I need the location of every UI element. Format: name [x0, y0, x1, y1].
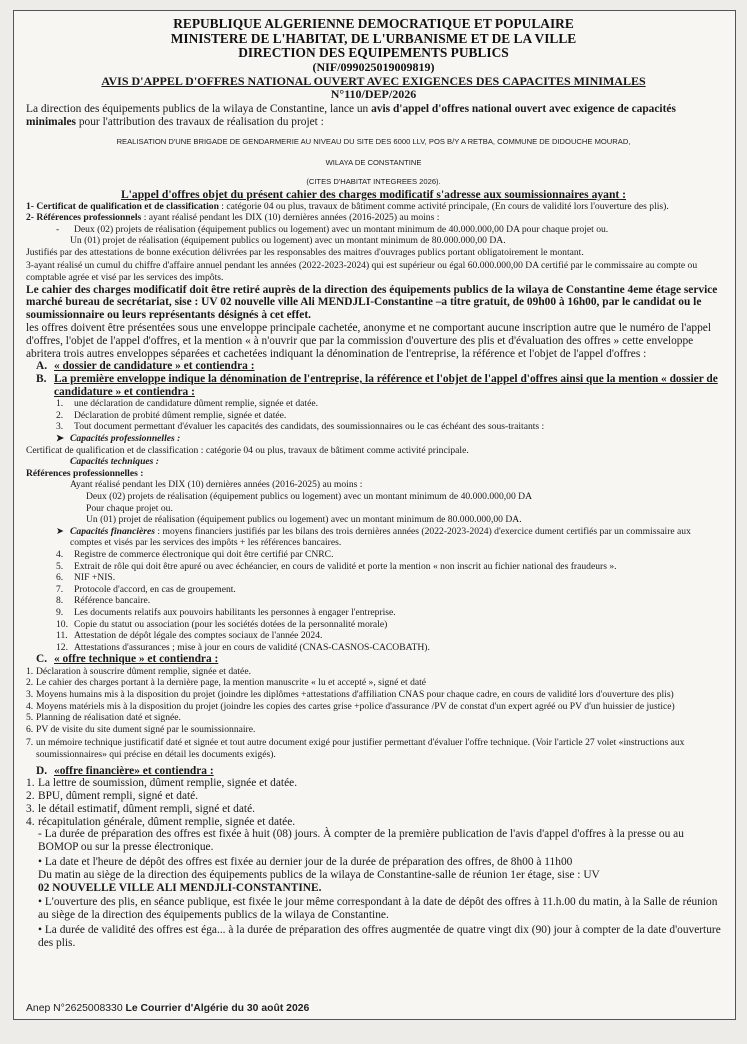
req-2-a-dash: -	[56, 223, 60, 235]
list-item	[56, 398, 721, 410]
closing-date: • La date et l'heure de dépôt des offres est fixée au dernier jour de la durée de préparation des offres, de 8h00 à 11h00	[38, 856, 573, 868]
section-c-list	[26, 666, 721, 761]
req-2	[26, 212, 721, 224]
section-d-heading	[26, 765, 721, 778]
list-item	[56, 572, 721, 584]
list-item-text: Attestation de dépôt légale des comptes sociaux de l'année 2024.	[74, 630, 323, 642]
section-b-title: La première enveloppe indique la dénomination de l'entreprise, la référence et l'objet de l'appel d'offres ainsi que la mention « dossier de candidature » et contiendra :	[54, 373, 718, 398]
avis-number: N°110/DEP/2026	[330, 86, 417, 101]
section-b-heading	[26, 373, 721, 398]
intro-text-a: La direction des équipements publics de la wilaya de Constantine, lance un	[26, 102, 372, 115]
cap-pro-text: Certificat de qualification et de classification : catégorie 04 ou plus, travaux de bâtiment comme activité principale.	[26, 444, 469, 456]
list-item-number: 6.	[56, 572, 64, 584]
list-item-text: Les documents relatifs aux pouvoirs habilitants les personnes à engager l'entreprise.	[74, 606, 396, 618]
req-1	[26, 201, 721, 213]
list-item	[26, 790, 721, 803]
list-item-number: 1.	[26, 665, 34, 677]
req-2-rest: : ayant réalisé pendant les DIX (10) dernières années (2016-2025) au moins :	[141, 212, 440, 224]
ref-pro-1: Ayant réalisé pendant les DIX (10) dernières années (2016-2025) au moins :	[70, 479, 363, 491]
cap-tech-heading	[26, 456, 721, 468]
header-direction: DIRECTION DES EQUIPEMENTS PUBLICS	[238, 45, 509, 60]
list-item-text: Déclaration à souscrire dûment remplie, signée et datée.	[36, 665, 251, 677]
intro-text-b: avis d'appel d'offres national ouvert avec exigence de capacités minimales	[26, 102, 676, 128]
closing-ouverture: • L'ouverture des plis, en séance publique, est fixée le jour même correspondant à la date de dépôt des offres à 11.h.00 du matin, à la Salle de réunion au siège de la direction des équipements publics de la wilaya de Constantine.	[38, 896, 718, 922]
closing-validite: • La durée de validité des offres est éga... à la durée de préparation des offres augmentée de quatre vingt dix (90) jour à compter de la date d'ouverture des plis.	[38, 923, 721, 949]
list-item	[26, 777, 721, 790]
section-c-letter: C.	[36, 653, 48, 666]
list-item-number: 4.	[26, 815, 35, 828]
offres-paragraph: les offres doivent être présentées sous une enveloppe principale cachetée, anonyme et ne comportant aucune inscription autre que le numéro de l'appel d'offres, l'objet de l'appel d'offres, et la mention « à n'ouvrir que par la commission d'ouverture des plis et d'évaluation des offres » cette enveloppe abritera trois autres enveloppes séparées et cachetées indiquant la dénomination de l'entreprise, la référence et l'objet de l'appel d'offres :	[26, 322, 712, 360]
list-item	[56, 607, 721, 619]
list-item-text: récapitulation générale, dûment remplie, signée et datée.	[38, 815, 296, 828]
section-a-title: « dossier de candidature » et contiendra :	[54, 360, 255, 373]
cap-fin-label: Capacités financières	[70, 525, 156, 537]
list-item	[56, 595, 721, 607]
list-item-number: 3.	[26, 802, 35, 815]
list-item-text: Protocole d'accord, en cas de groupement.	[74, 583, 236, 595]
list-item-text: une déclaration de candidature dûment remplie, signée et datée.	[74, 398, 318, 410]
req-1-rest: : catégorie 04 ou plus, travaux de bâtiment comme activité principale, (En cours de validité lors l'ouverture des plis).	[218, 200, 669, 212]
arrow-bullet-icon: ➤	[56, 433, 65, 444]
list-item-text: BPU, dûment rempli, signé et daté.	[38, 790, 199, 803]
header-republic: REPUBLIQUE ALGERIENNE DEMOCRATIQUE ET POPULAIRE	[173, 16, 574, 31]
project-cites: (CITES D'HABITAT INTEGREES 2026).	[306, 176, 441, 186]
list-item-text: Le cahier des charges portant à la dernière page, la mention manuscrite « lu et accepté », signé et daté	[36, 677, 427, 689]
cahier-paragraph: Le cahier des charges modificatif doit être retiré auprès de la direction des équipements publics de la wilaya de Constantine 4eme étage service marché bureau de secrétariat, sise : UV 02 nouvelle ville Ali MENDJLI-Constantine –a titre gratuit, de 09h00 à 16h00, par le candidat ou le soumissionnaire ou leurs représentants désignés à cet effet.	[26, 283, 718, 322]
list-item-text: Moyens matériels mis à la disposition du projet (joindre les copies des cartes grise +police d'assurance /PV de constat d'un expert agréé ou PV d'un huissier de justice)	[36, 700, 675, 712]
list-item	[56, 549, 721, 561]
list-item-number: 1.	[56, 398, 64, 410]
list-item-text: Référence bancaire.	[74, 595, 151, 607]
section-d-letter: D.	[36, 764, 48, 777]
list-item-text: Copie du statut ou association (pour les sociétés dotées de la personnalité morale)	[74, 618, 388, 630]
list-item-text: Planning de réalisation daté et signée.	[36, 712, 181, 724]
ref-pro-3: Pour chaque projet ou.	[86, 502, 173, 514]
footer-anep-number: Anep N°2625008330	[26, 1003, 123, 1015]
list-item	[26, 737, 721, 760]
list-item	[26, 816, 721, 829]
list-item	[26, 712, 721, 724]
cap-pro-heading	[26, 433, 721, 445]
section-d-list	[26, 777, 721, 828]
arrow-bullet-icon: ➤	[56, 525, 65, 537]
closing-date-3: 02 NOUVELLE VILLE ALI MENDJLI-CONSTANTINE.	[38, 881, 322, 894]
avis-title: AVIS D'APPEL D'OFFRES NATIONAL OUVERT AVEC EXIGENCES DES CAPACITES MINIMALES	[101, 73, 646, 88]
list-item	[56, 410, 721, 422]
section-c-title: « offre technique » et contiendra :	[54, 653, 219, 666]
closing-block	[26, 828, 721, 949]
req-3: 3-ayant réalisé un cumul du chiffre d'affaire annuel pendant les années (2022-2023-2024) qui est supérieur ou égal 60.000.000,00 DA certifié par le commissaire au compte ou comptable agrée et visé par les services des impôts.	[26, 260, 698, 284]
section-b-letter: B.	[36, 373, 47, 386]
list-item-text: La lettre de soumission, dûment remplie, signée et datée.	[38, 777, 298, 790]
ref-pro-4: Un (01) projet de réalisation (équipement publics ou logement) avec un montant minimum de 80.000.000,00 DA.	[86, 514, 522, 526]
list-item-number: 4.	[26, 700, 34, 712]
list-item-number: 5.	[56, 560, 64, 572]
list-item-number: 1.	[26, 777, 35, 790]
req-2-just: Justifiés par des attestations de bonne exécution délivrées par les responsables des maitres d'ouvrages publics portant obligatoirement le montant.	[26, 246, 584, 258]
project-line-1: REALISATION D'UNE BRIGADE DE GENDARMERIE AU NIVEAU DU SITE DES 6000 LLV, POS B/Y A RETBA, COMMUNE DE DIDOUCHE MOURAD,	[116, 136, 631, 146]
req-1-head: 1- Certificat de qualification et de classification	[26, 200, 219, 212]
list-item-number: 11.	[56, 630, 68, 642]
list-item-number: 5.	[26, 712, 34, 724]
list-item-text: Moyens humains mis à la disposition du projet (joindre les diplômes +attestations d'affiliation CNAS pour chaque cadre, en cours de validité lors d'ouverture des plis)	[36, 689, 674, 701]
list-item	[26, 701, 721, 713]
list-item	[26, 803, 721, 816]
list-item-number: 4.	[56, 548, 64, 560]
section-d-title: «offre financière» et contiendra :	[54, 764, 214, 777]
list-item-text: Tout document permettant d'évaluer les capacités des candidats, des soumissionnaires ou le cas échéant des sous-traitants :	[74, 421, 545, 433]
list-item-number: 2.	[26, 677, 34, 689]
cap-tech-label: Capacités techniques :	[70, 456, 160, 468]
list-item	[56, 630, 721, 642]
req-2-head: 2- Références professionnels	[26, 212, 142, 224]
list-item-text: Registre de commerce électronique qui doit être certifié par CNRC.	[74, 548, 334, 560]
list-item-number: 9.	[56, 606, 64, 618]
list-item-number: 6.	[26, 723, 34, 735]
list-item	[56, 642, 721, 654]
list-item	[26, 724, 721, 736]
req-2-b: Un (01) projet de réalisation (équipement publics ou logement) avec un montant minimum de 80.000.000,00 DA.	[70, 235, 506, 247]
list-item	[56, 421, 721, 433]
list-item-number: 12.	[56, 641, 68, 653]
intro-text-c: pour l'attribution des travaux de réalisation du projet :	[76, 115, 324, 128]
list-item-number: 3.	[56, 421, 64, 433]
footer-journal: Le Courrier d'Algérie du 30 août 2026	[125, 1003, 310, 1015]
list-item	[26, 677, 721, 689]
footer-anep	[26, 1003, 309, 1015]
header-nif: (NIF/099025019009819)	[312, 59, 435, 74]
list-item	[26, 666, 721, 678]
project-block	[26, 137, 721, 168]
cap-fin	[26, 526, 721, 549]
list-item-text: Attestations d'assurances ; mise à jour en cours de validité (CNAS-CASNOS-CACOBATH).	[74, 641, 430, 653]
list-item-number: 7.	[26, 737, 34, 749]
list-item-number: 2.	[56, 409, 64, 421]
list-item	[56, 561, 721, 573]
section-a-heading	[26, 360, 721, 373]
closing-duree: - La durée de préparation des offres est fixée à huit (08) jours. À compter de la première publication de l'avis d'appel d'offres à la presse ou au BOMOP ou sur la presse électronique.	[38, 828, 684, 854]
list-item-number: 7.	[56, 583, 64, 595]
list-item-number: 2.	[26, 790, 35, 803]
project-line-2: WILAYA DE CONSTANTINE	[325, 157, 422, 167]
section-c-heading	[26, 653, 721, 666]
section-title: L'appel d'offres objet du présent cahier des charges modificatif s'adresse aux soumissionnaires ayant :	[120, 187, 627, 201]
list-item-number: 8.	[56, 595, 64, 607]
list-item-text: PV de visite du site dument signé par le soumissionnaire.	[36, 723, 256, 735]
cap-fin-text: : moyens financiers justifiés par les bilans des trois dernières années (2022-2023-2024) d'exercice dument certifiés par un commissaire aux comptes et visés par les services des impôts + les références bancaires.	[70, 525, 691, 549]
list-item-number: 10.	[56, 618, 68, 630]
list-item	[56, 584, 721, 596]
list-item-text: le détail estimatif, dûment rempli, signé et daté.	[38, 802, 255, 815]
list-item-text: NIF +NIS.	[74, 572, 116, 584]
list-item	[26, 689, 721, 701]
section-a-letter: A.	[36, 360, 48, 373]
closing-date-2: Du matin au siège de la direction des équipements publics de la wilaya de Constantine-salle de réunion 1er étage, sise : UV	[38, 868, 600, 881]
req-2-a-text: Deux (02) projets de réalisation (équipement publics ou logement) avec un montant minimum de 40.000.000,00 DA pour chaque projet ou.	[74, 223, 609, 235]
document-page	[13, 10, 736, 1020]
list-item-number: 3.	[26, 689, 34, 701]
section-b-list-2	[26, 549, 721, 653]
header-ministry: MINISTERE DE L'HABITAT, DE L'URBANISME ET DE LA VILLE	[170, 30, 577, 46]
intro-paragraph	[26, 103, 721, 129]
ref-pro-heading: Références professionnelles :	[26, 467, 144, 479]
list-item-text: un mémoire technique justificatif daté et signée et tout autre document exigé pour justifier permettant d'évaluer l'offre technique. (Voir l'article 27 volet «instructions aux soumissionnaires» qui précise en détail les documents exigés).	[36, 737, 685, 761]
section-b-list	[26, 398, 721, 433]
ref-pro-2: Deux (02) projets de réalisation (équipement publics ou logement) avec un montant minimum de 40.000.000,00 DA	[86, 490, 533, 502]
list-item	[56, 619, 721, 631]
cap-pro-label: Capacités professionnelles :	[70, 433, 181, 444]
req-2-a	[26, 224, 721, 236]
list-item-text: Déclaration de probité dûment remplie, signée et datée.	[74, 409, 287, 421]
list-item-text: Extrait de rôle qui doit être apuré ou avec échéancier, en cours de validité et porte la mention « non inscrit au fichier national des fraudeurs ».	[74, 560, 617, 572]
